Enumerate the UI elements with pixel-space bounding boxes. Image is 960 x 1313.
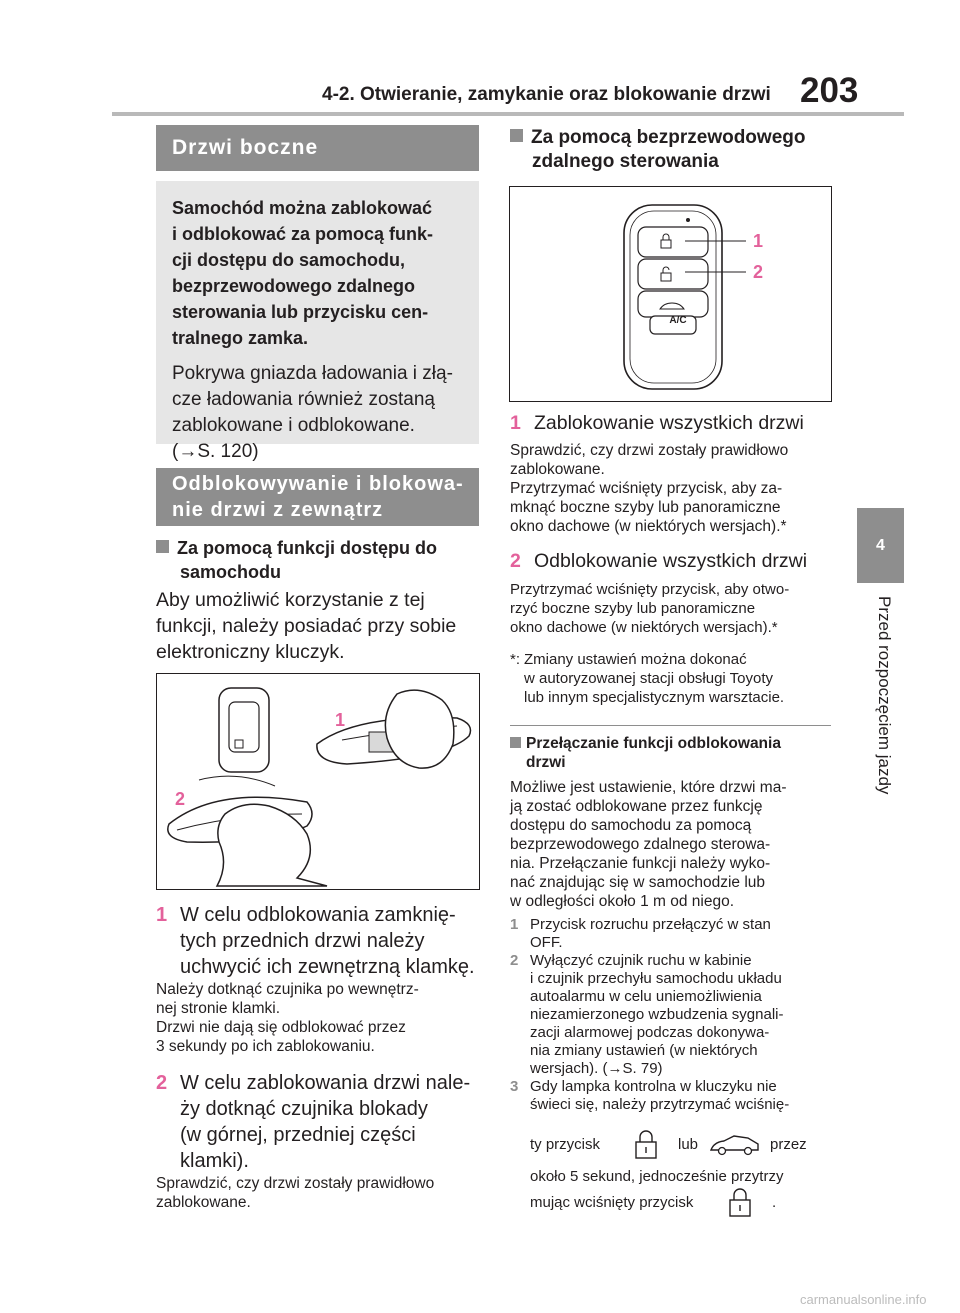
step-number: 2 [510, 952, 519, 969]
item-number: 1 [156, 904, 168, 926]
text-line: . [772, 1194, 777, 1211]
text-line: ży dotknąć czujnika blokady [180, 1098, 428, 1120]
text-line: klamki). [180, 1150, 249, 1172]
text-line: Przytrzymać wciśnięty przycisk, aby otwo- [510, 581, 790, 598]
square-bullet-icon [156, 540, 169, 553]
text-line: świeci się, należy przytrzymać wciśnię- [530, 1096, 790, 1113]
text-line: Przytrzymać wciśnięty przycisk, aby za- [510, 480, 783, 497]
text-line: mując wciśnięty przycisk [530, 1194, 694, 1211]
text-line: zacji alarmowej podczas dokonywa- [530, 1024, 770, 1041]
door-handle-figure [156, 673, 480, 890]
text-line: nać znajdując się w samochodzie lub [510, 874, 766, 891]
text-line: lub [678, 1136, 699, 1153]
text-line: Gdy lampka kontrolna w kluczyku nie [530, 1078, 777, 1095]
remote-fob-figure [509, 186, 832, 402]
subheading-line: drzwi [526, 754, 566, 771]
step-number: 1 [510, 916, 519, 933]
text-line: zablokowane. [156, 1194, 251, 1211]
intro-bold [172, 195, 463, 351]
item-title: Odblokowanie wszystkich drzwi [534, 550, 808, 572]
text-line: W celu odblokowania zamknię- [180, 904, 456, 926]
step3-line-c [530, 1184, 850, 1218]
car-trunk-icon [708, 1132, 762, 1158]
section-title-line: Odblokowywanie i blokowa- [172, 473, 464, 495]
header-section-title: 4-2. Otwieranie, zamykanie oraz blokowanie drzwi [322, 84, 771, 105]
door-handle-illustration [157, 674, 479, 889]
text-line: niezamierzonego wzbudzenia sygnali- [530, 1006, 784, 1023]
text-line: OFF. [530, 934, 563, 951]
text-line: w odległości około 1 m od niego. [510, 893, 735, 910]
subheading-remote [510, 126, 840, 174]
text-line: rzyć boczne szyby lub panoramiczne [510, 600, 756, 617]
section-title-line: nie drzwi z zewnątrz [172, 499, 384, 521]
text-line: wersjach). (→S. 79) [530, 1060, 663, 1077]
text-line: tych przednich drzwi należy [180, 930, 425, 952]
text-line: okno dachowe (w niektórych wersjach).* [510, 619, 778, 636]
intro-bold-line: sterowania lub przycisku cen- [172, 302, 429, 322]
figure-callout-1: 1 [753, 231, 764, 251]
item-text [180, 902, 475, 980]
text-line: i czujnik przechyłu samochodu układu [530, 970, 782, 987]
step-list [510, 916, 840, 1114]
text-line: W celu zablokowania drzwi nale- [180, 1072, 471, 1094]
switch-function-text [510, 778, 840, 911]
text-line: bezprzewodowego zdalnego sterowa- [510, 836, 771, 853]
intro-bold-line: i odblokować za pomocą funk- [172, 224, 434, 244]
text-line: Sprawdzić, czy drzwi zostały prawidłowo [156, 1175, 435, 1192]
trunk-button[interactable] [638, 291, 708, 317]
intro-text-line: (→S. 120) [172, 441, 259, 462]
text-line: Należy dotknąć czujnika po wewnętrz- [156, 981, 419, 998]
step-item [510, 1078, 840, 1114]
step-item [510, 952, 840, 1078]
intro-bold-line: cji dostępu do samochodu, [172, 250, 406, 270]
header-rule [112, 112, 904, 116]
chapter-label-text: Przed rozpoczęciem jazdy [875, 596, 894, 795]
text-line: ty przycisk [530, 1136, 601, 1153]
text-line: ją zostać odblokowane przez funkcję [510, 798, 763, 815]
item-number: 2 [156, 1072, 168, 1094]
figure-callout-2: 2 [753, 262, 764, 282]
item-note [156, 980, 486, 1056]
ac-button-label: A/C [669, 315, 687, 326]
footnote [510, 650, 840, 707]
text-line: funkcji, należy posiadać przy sobie [156, 615, 457, 637]
text-line: autoalarmu w celu uniemożliwienia [530, 988, 762, 1005]
text-line: Aby umożliwić korzystanie z tej [156, 589, 425, 611]
intro-text-line: zablokowane i odblokowane. [172, 415, 415, 436]
section-title-outside [156, 468, 479, 526]
chapter-tab[interactable]: 4 [857, 508, 904, 583]
text-line: 3 sekundy po ich zablokowaniu. [156, 1038, 375, 1055]
item-text [180, 1070, 470, 1174]
intro-bold-line: tralnego zamka. [172, 328, 309, 348]
text-line: Drzwi nie dają się odblokować przez [156, 1019, 406, 1036]
square-bullet-icon [510, 737, 521, 748]
subheading-smart-entry [156, 536, 486, 584]
item-number: 1 [510, 412, 521, 434]
subheading-line: Przełączanie funkcji odblokowania [526, 735, 781, 752]
item-note [510, 441, 840, 536]
figure-callout-1: 1 [335, 710, 346, 730]
intro-text-line: Pokrywa gniazda ładowania i złą- [172, 363, 453, 384]
text-line: zablokowane. [510, 461, 605, 478]
text-line: Sprawdzić, czy drzwi zostały prawidłowo [510, 442, 789, 459]
intro-box [156, 181, 479, 462]
unlock-button[interactable] [638, 259, 708, 289]
section-title-side-doors: Drzwi boczne [156, 125, 479, 171]
remote-fob-illustration [510, 187, 831, 401]
subheading-line: Za pomocą bezprzewodowego [531, 127, 806, 148]
text-line: nia. Przełączanie funkcji należy wyko- [510, 855, 771, 872]
intro-text [172, 361, 463, 465]
step3-line-b: około 5 sekund, jednocześnie przytrzy [530, 1168, 784, 1185]
chapter-label [868, 596, 896, 856]
subheading-line: zdalnego sterowania [532, 151, 719, 172]
item-number: 2 [510, 550, 521, 572]
text-line: Wyłączyć czujnik ruchu w kabinie [530, 952, 752, 969]
lock-icon [632, 1128, 660, 1160]
text-line: nej stronie klamki. [156, 1000, 281, 1017]
text-line: uchwycić ich zewnętrzną klamkę. [180, 956, 475, 978]
intro-bold-line: Samochód można zablokować [172, 198, 433, 218]
item-note [156, 1174, 486, 1212]
text-line: przez [770, 1136, 807, 1153]
text-line: (w górnej, przedniej części [180, 1124, 416, 1146]
text-line: w autoryzowanej stacji obsługi Toyoty [524, 670, 774, 687]
step3-line-a [530, 1128, 850, 1162]
step-number: 3 [510, 1078, 519, 1095]
subheading-line: samochodu [180, 562, 282, 582]
watermark: carmanualsonline.info [800, 1292, 927, 1307]
item-note [510, 580, 840, 637]
divider [510, 725, 831, 726]
text-line: lub innym specjalistycznym warsztacie. [524, 689, 785, 706]
text-line: mknąć boczne szyby lub panoramiczne [510, 499, 781, 516]
page-number: 203 [800, 71, 859, 110]
lock-icon [726, 1186, 754, 1218]
text-line: okno dachowe (w niektórych wersjach).* [510, 518, 787, 535]
smart-entry-text [156, 587, 486, 665]
footnote-mark: *: [510, 651, 521, 668]
intro-bold-line: bezprzewodowego zdalnego [172, 276, 416, 296]
text-line: Możliwe jest ustawienie, które drzwi ma- [510, 779, 787, 796]
lock-button[interactable] [638, 227, 708, 257]
subheading-switch-function [510, 734, 840, 772]
text-line: Przycisk rozruchu przełączyć w stan [530, 916, 771, 933]
intro-text-line: cze ładowania również zostaną [172, 389, 435, 410]
text-line: nia zmiany ustawień (w niektórych [530, 1042, 758, 1059]
figure-callout-2: 2 [175, 789, 186, 809]
text-line: elektroniczny kluczyk. [156, 641, 345, 663]
subheading-line: Za pomocą funkcji dostępu do [177, 538, 438, 558]
text-line: dostępu do samochodu za pomocą [510, 817, 752, 834]
step-item [510, 916, 840, 952]
square-bullet-icon [510, 129, 523, 142]
item-title: Zablokowanie wszystkich drzwi [534, 412, 804, 434]
text-line: Zmiany ustawień można dokonać [524, 651, 747, 668]
